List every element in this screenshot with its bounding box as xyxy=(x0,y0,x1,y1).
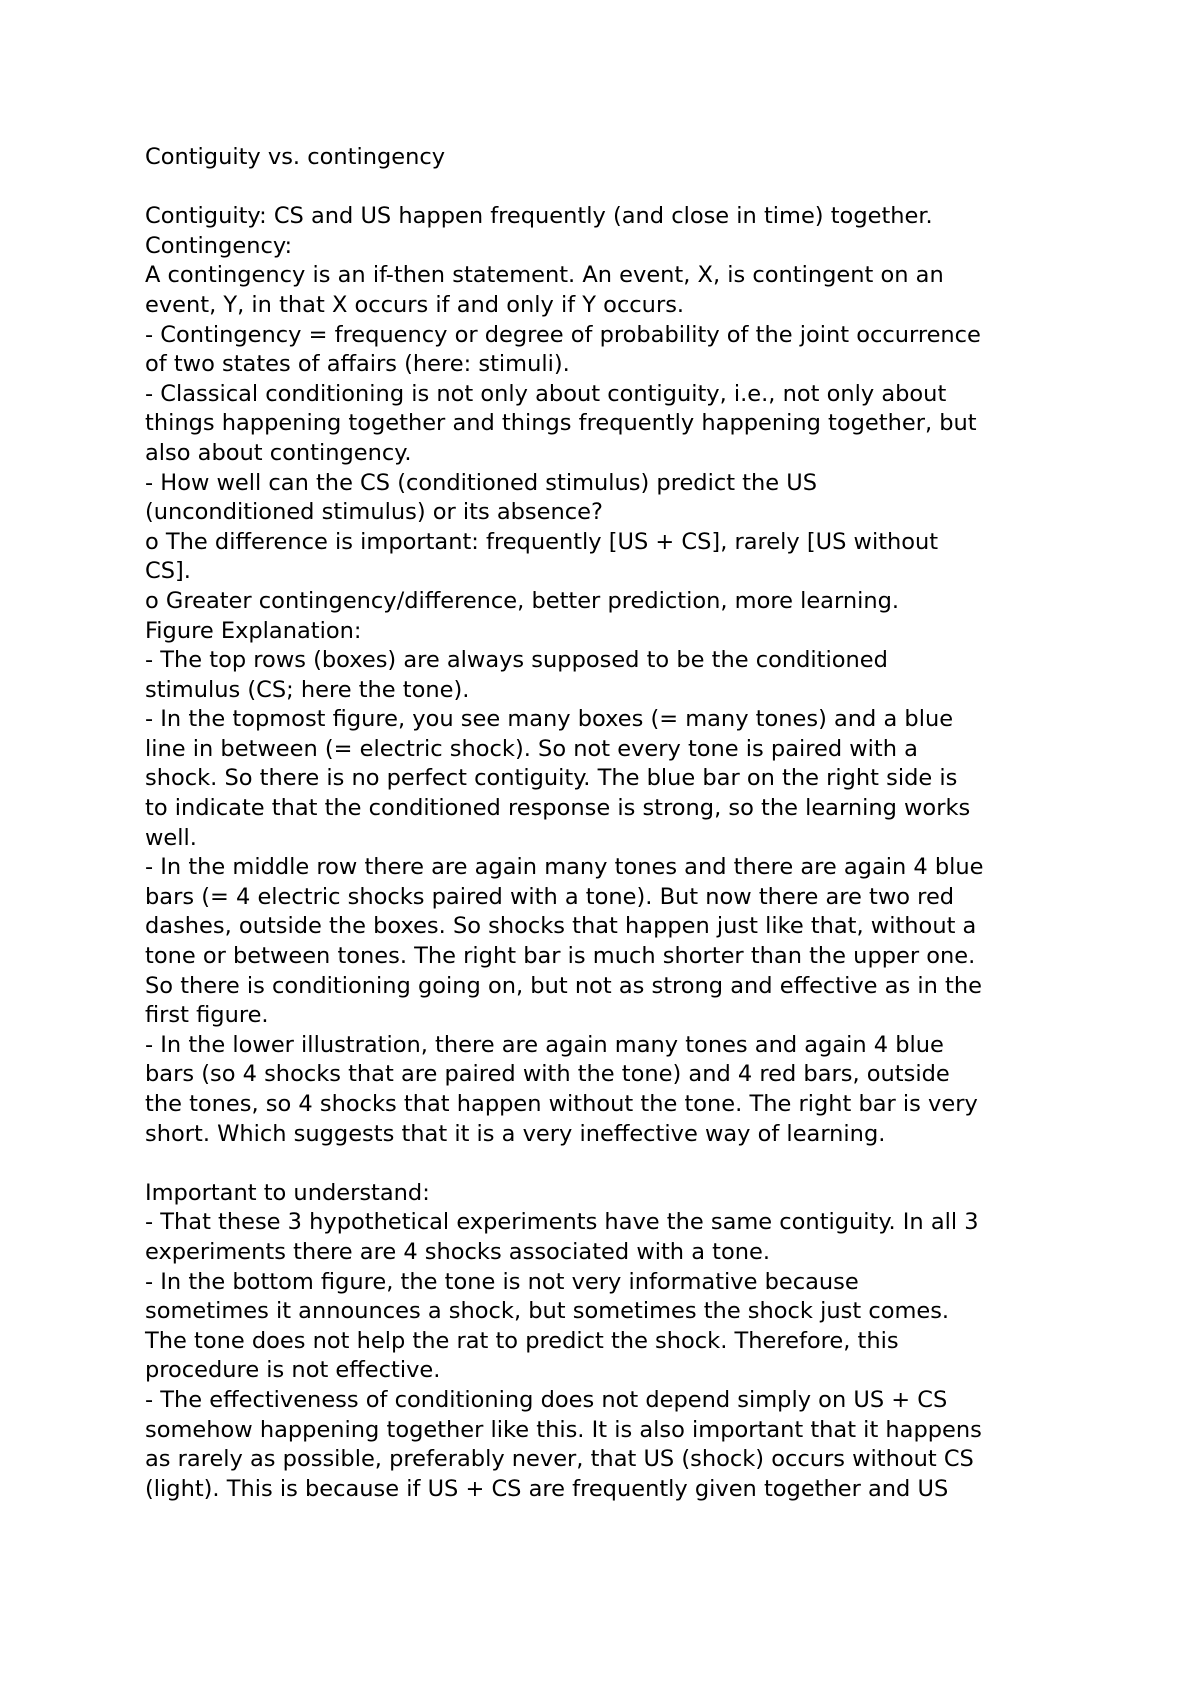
text-line: o Greater contingency/difference, better prediction, more learning. xyxy=(145,587,900,614)
text-line: - In the lower illustration, there are again many tones and again 4 blue xyxy=(145,1031,944,1058)
text-line: Figure Explanation: xyxy=(145,617,362,644)
text-line: event, Y, in that X occurs if and only if Y occurs. xyxy=(145,291,685,318)
text-line: - In the middle row there are again many tones and there are again 4 blue xyxy=(145,854,984,881)
text-line: - In the bottom figure, the tone is not very informative because xyxy=(145,1268,859,1295)
text-line: - The effectiveness of conditioning does not depend simply on US + CS xyxy=(145,1386,948,1413)
text-line: procedure is not effective. xyxy=(145,1357,441,1384)
text-line: dashes, outside the boxes. So shocks that happen just like that, without a xyxy=(145,913,977,940)
text-line: to indicate that the conditioned response is strong, so the learning works xyxy=(145,795,971,822)
text-line: the tones, so 4 shocks that happen without the tone. The right bar is very xyxy=(145,1091,978,1117)
text-line: - That these 3 hypothetical experiments have the same contiguity. In all 3 xyxy=(145,1209,979,1236)
text-line: stimulus (CS; here the tone). xyxy=(145,676,470,703)
text-line: well. xyxy=(145,824,197,851)
text-line: The tone does not help the rat to predict the shock. Therefore, this xyxy=(145,1327,899,1354)
text-line: CS]. xyxy=(145,558,191,585)
text-line: short. Which suggests that it is a very ineffective way of learning. xyxy=(145,1120,886,1147)
text-line: sometimes it announces a shock, but sometimes the shock just comes. xyxy=(145,1298,950,1325)
text-line: So there is conditioning going on, but not as strong and effective as in the xyxy=(145,972,982,999)
text-line: Contingency: xyxy=(145,232,293,259)
text-line: as rarely as possible, preferably never, that US (shock) occurs without CS xyxy=(145,1446,974,1473)
text-line: somehow happening together like this. It is also important that it happens xyxy=(145,1416,982,1443)
text-line: tone or between tones. The right bar is much shorter than the upper one. xyxy=(145,943,976,970)
document-title: Contiguity vs. contingency xyxy=(145,144,446,170)
text-line: - Classical conditioning is not only about contiguity, i.e., not only about xyxy=(145,380,947,407)
text-line: (light). This is because if US + CS are frequently given together and US xyxy=(145,1475,949,1502)
text-line: - Contingency = frequency or degree of probability of the joint occurrence xyxy=(145,321,981,348)
blank-line xyxy=(145,173,1075,203)
text-line: A contingency is an if-then statement. An event, X, is contingent on an xyxy=(145,262,944,289)
text-line: experiments there are 4 shocks associated with a tone. xyxy=(145,1238,770,1265)
text-line: Important to understand: xyxy=(145,1179,430,1206)
text-line: - The top rows (boxes) are always supposed to be the conditioned xyxy=(145,647,888,674)
text-line: - How well can the CS (conditioned stimulus) predict the US xyxy=(145,469,818,496)
text-line: things happening together and things frequently happening together, but xyxy=(145,410,977,437)
text-line: o The difference is important: frequently [US + CS], rarely [US without xyxy=(145,528,939,555)
text-line: line in between (= electric shock). So not every tone is paired with a xyxy=(145,735,918,762)
text-line: of two states of affairs (here: stimuli). xyxy=(145,351,570,378)
text-line: Contiguity: CS and US happen frequently (and close in time) together. xyxy=(145,203,933,230)
text-line: first figure. xyxy=(145,1002,269,1029)
text-line: bars (= 4 electric shocks paired with a tone). But now there are two red xyxy=(145,883,955,910)
text-line: - In the topmost figure, you see many boxes (= many tones) and a blue xyxy=(145,706,954,733)
text-line: shock. So there is no perfect contiguity. The blue bar on the right side is xyxy=(145,765,958,792)
text-line: bars (so 4 shocks that are paired with the tone) and 4 red bars, outside xyxy=(145,1061,950,1088)
document-body xyxy=(145,143,1075,1504)
text-line: also about contingency. xyxy=(145,439,412,466)
blank-line xyxy=(145,1149,1075,1179)
text-line: (unconditioned stimulus) or its absence? xyxy=(145,499,603,526)
